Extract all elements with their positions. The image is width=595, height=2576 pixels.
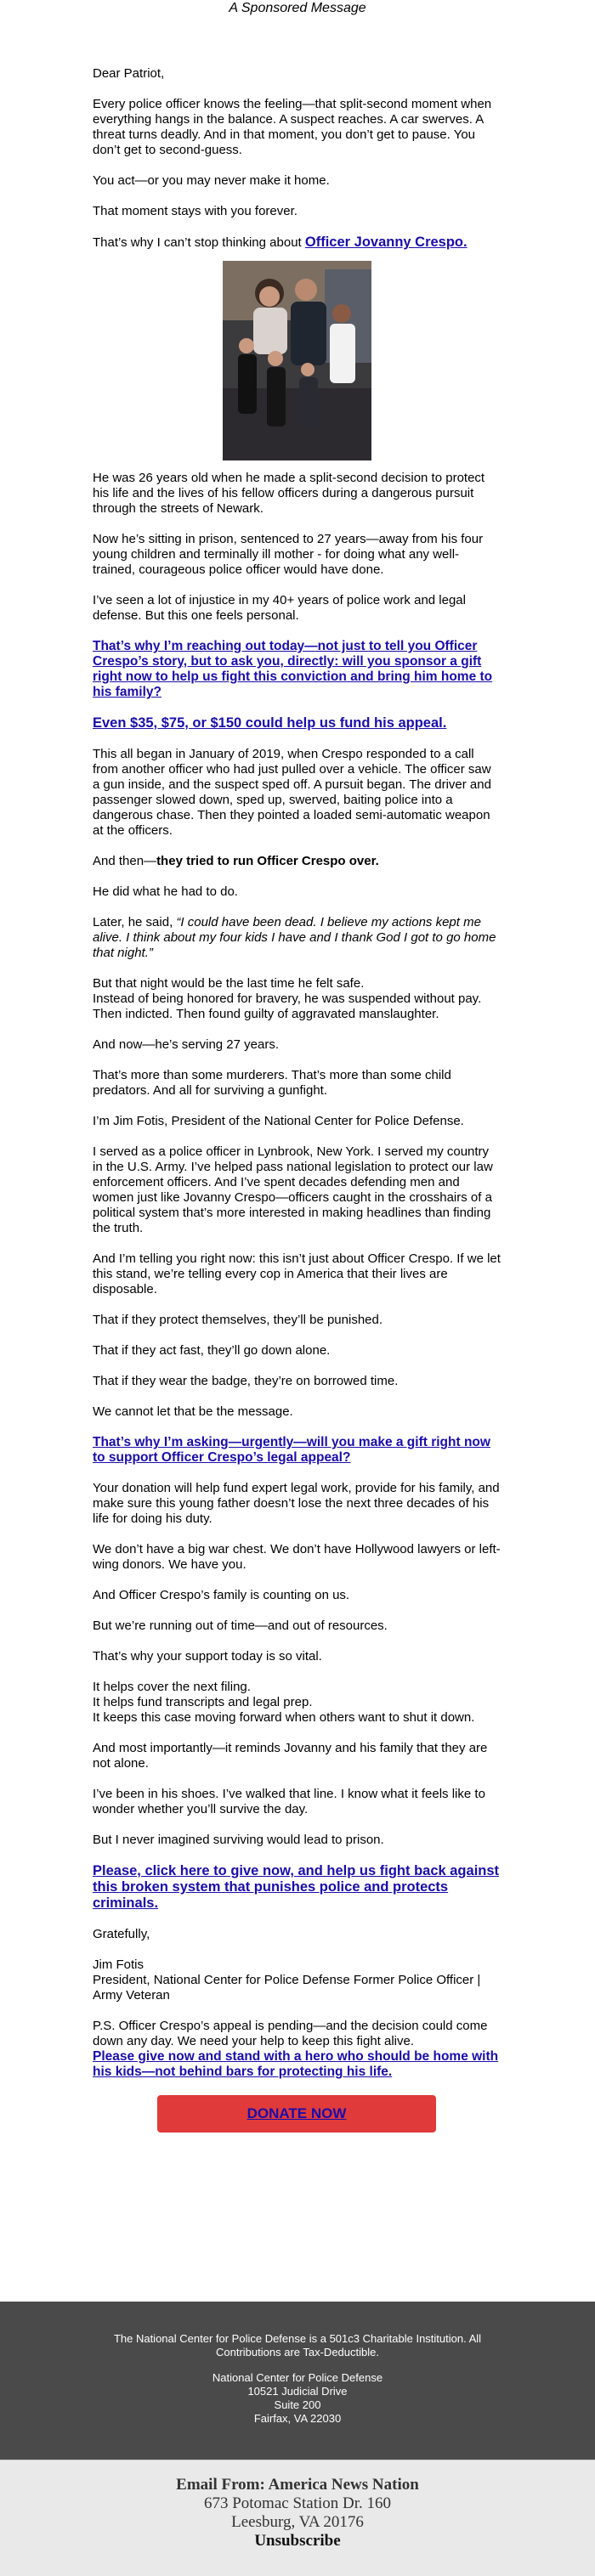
paragraph [93, 639, 501, 700]
paragraph: He was 26 years old when he made a split-second decision to protect his life and the lives of his fellow officers during a dangerous pursuit through the streets of Newark. [93, 471, 485, 516]
paragraph [93, 1680, 501, 1726]
paragraph [93, 1435, 501, 1466]
donate-amounts-link[interactable]: Even $35, $75, or $150 could help us fund his appeal. [93, 715, 447, 731]
signature [93, 1957, 501, 2003]
postscript-link[interactable]: Please give now and stand with a hero who should be home with his kids—not behind bars for protecting his life. [93, 2049, 499, 2079]
paragraph [93, 854, 501, 869]
paragraph: We don’t have a big war chest. We don’t have Hollywood lawyers or left-wing donors. We have you. [93, 1542, 501, 1572]
paragraph-bold: they tried to run Officer Crespo over. [156, 854, 379, 868]
paragraph-text: It keeps this case moving forward when others want to shut it down. [93, 1710, 475, 1725]
paragraph: I’ve been in his shoes. I’ve walked that line. I know what it feels like to wonder whether you’ll survive the day. [93, 1787, 485, 1816]
paragraph-text: It helps fund transcripts and legal prep. [93, 1695, 313, 1709]
sender-address-line: Leesburg, VA 20176 [231, 2513, 364, 2531]
donate-appeal-link[interactable]: That’s why I’m reaching out today—not just to tell you Officer Crespo’s story, but to ask you, directly: will you sponsor a gift right now to help us fight this conviction and bring him home to his family? [93, 639, 493, 699]
address-line: 10521 Judicial Drive [247, 2385, 348, 2398]
paragraph [93, 1863, 501, 1912]
sender-address-line: 673 Potomac Station Dr. 160 [203, 2494, 392, 2512]
paragraph-text: That’s why I can’t stop thinking about [93, 235, 305, 250]
crespo-name-link[interactable]: Officer Jovanny Crespo. [304, 234, 468, 250]
paragraph: Every police officer knows the feeling—that split-second moment when everything hangs in the balance. A suspect reaches. A car swerves. A threat turns deadly. And in that moment, you don’t get to pause. You don’t get to second-guess. [93, 97, 492, 157]
give-now-link[interactable]: Please, click here to give now, and help us fight back against this broken system that punishes police and protects criminals. [93, 1863, 500, 1911]
paragraph: But we’re running out of time—and out of resources. [93, 1618, 388, 1633]
paragraph: I’ve seen a lot of injustice in my 40+ years of police work and legal defense. But this one feels personal. [93, 593, 466, 623]
paragraph [93, 715, 501, 732]
paragraph: That if they protect themselves, they’ll be punished. [93, 1313, 383, 1327]
sponsored-label: A Sponsored Message [229, 1, 366, 15]
paragraph [93, 915, 501, 961]
paragraph: He did what he had to do. [93, 884, 238, 899]
paragraph [93, 976, 501, 1022]
paragraph: And Officer Crespo’s family is counting on us. [93, 1588, 350, 1602]
paragraph: I served as a police officer in Lynbrook, New York. I served my country in the U.S. Army. I’ve helped pass national legislation to protect our law enforcement officers. And I’ve spent decades defending men and women just like Jovanny Crespo—officers caught in the crosshairs of a political system that’s more interested in making headlines than finding the truth. [93, 1144, 493, 1235]
address-line: Fairfax, VA 22030 [253, 2412, 342, 2425]
paragraph: That if they wear the badge, they’re on borrowed time. [93, 1374, 399, 1388]
charity-notice: The National Center for Police Defense is a 501c3 Charitable Institution. All Contributions are Tax-Deductible. [113, 2332, 482, 2359]
gift-appeal-link[interactable]: That’s why I’m asking—urgently—will you make a gift right now to support Officer Crespo’s legal appeal? [93, 1435, 490, 1465]
paragraph: But I never imagined surviving would lead to prison. [93, 1833, 384, 1847]
paragraph: This all began in January of 2019, when Crespo responded to a call from another officer who had just pulled over a vehicle. The officer saw a gun inside, and the suspect sped off. A pursuit began. The driver and passenger slowed down, sped up, swerved, baiting police into a dangerous chase. Then they pointed a loaded semi-automatic weapon at the officers. [93, 747, 491, 838]
family-photo [223, 261, 371, 460]
donate-now-button[interactable]: DONATE NOW [157, 2095, 436, 2133]
paragraph-text: Later, he said, [93, 915, 177, 929]
paragraph: Your donation will help fund expert legal work, provide for his family, and make sure this young father doesn’t lose the next three decades of his life for doing his duty. [93, 1481, 500, 1526]
paragraph: We cannot let that be the message. [93, 1404, 293, 1419]
paragraph-text: Instead of being honored for bravery, he was suspended without pay. Then indicted. Then found guilty of aggravated manslaughter. [93, 991, 482, 1021]
crespo-quote: “I could have been dead. I believe my actions kept me alive. I think about my four kids I have and I thank God I got to go home that night.” [93, 915, 496, 960]
closing: Gratefully, [93, 1927, 150, 1941]
postscript-text: P.S. Officer Crespo’s appeal is pending—and the decision could come down any day. We need your help to keep this fight alive. [93, 2019, 488, 2048]
paragraph-text: But that night would be the last time he felt safe. [93, 976, 365, 991]
footer-sender [0, 2460, 595, 2576]
paragraph-text: And then— [93, 854, 157, 868]
address-line: Suite 200 [274, 2398, 321, 2411]
org-name: National Center for Police Defense [212, 2371, 383, 2384]
signature-name: Jim Fotis [93, 1957, 144, 1972]
greeting: Dear Patriot, [93, 66, 165, 81]
footer-org [0, 2302, 595, 2460]
paragraph: Now he’s sitting in prison, sentenced to 27 years—away from his four young children and terminally ill mother - for doing what any well-trained, courageous police officer would have done. [93, 532, 484, 577]
paragraph-text: It helps cover the next filing. [93, 1680, 251, 1694]
donate-wrap [93, 2095, 501, 2133]
paragraph: You act—or you may never make it home. [93, 173, 330, 188]
paragraph: That’s why your support today is so vital. [93, 1649, 322, 1664]
unsubscribe-link[interactable]: Unsubscribe [254, 2532, 341, 2550]
paragraph [93, 234, 501, 251]
paragraph: And most importantly—it reminds Jovanny and his family that they are not alone. [93, 1741, 488, 1771]
paragraph: That’s more than some murderers. That’s more than some child predators. And all for surviving a gunfight. [93, 1068, 451, 1098]
signature-title: President, National Center for Police Defense Former Police Officer | Army Veteran [93, 1973, 481, 2003]
sender-label: Email From: America News Nation [176, 2476, 419, 2494]
paragraph: I’m Jim Fotis, President of the National Center for Police Defense. [93, 1114, 464, 1128]
paragraph: That if they act fast, they’ll go down alone. [93, 1343, 331, 1358]
paragraph: And now—he’s serving 27 years. [93, 1037, 280, 1052]
org-address [0, 2371, 595, 2426]
letter-body [93, 66, 501, 2133]
paragraph: That moment stays with you forever. [93, 204, 298, 218]
paragraph: And I’m telling you right now: this isn’t just about Officer Crespo. If we let this stand, we’re telling every cop in America that their lives are disposable. [93, 1251, 501, 1296]
postscript [93, 2019, 501, 2080]
